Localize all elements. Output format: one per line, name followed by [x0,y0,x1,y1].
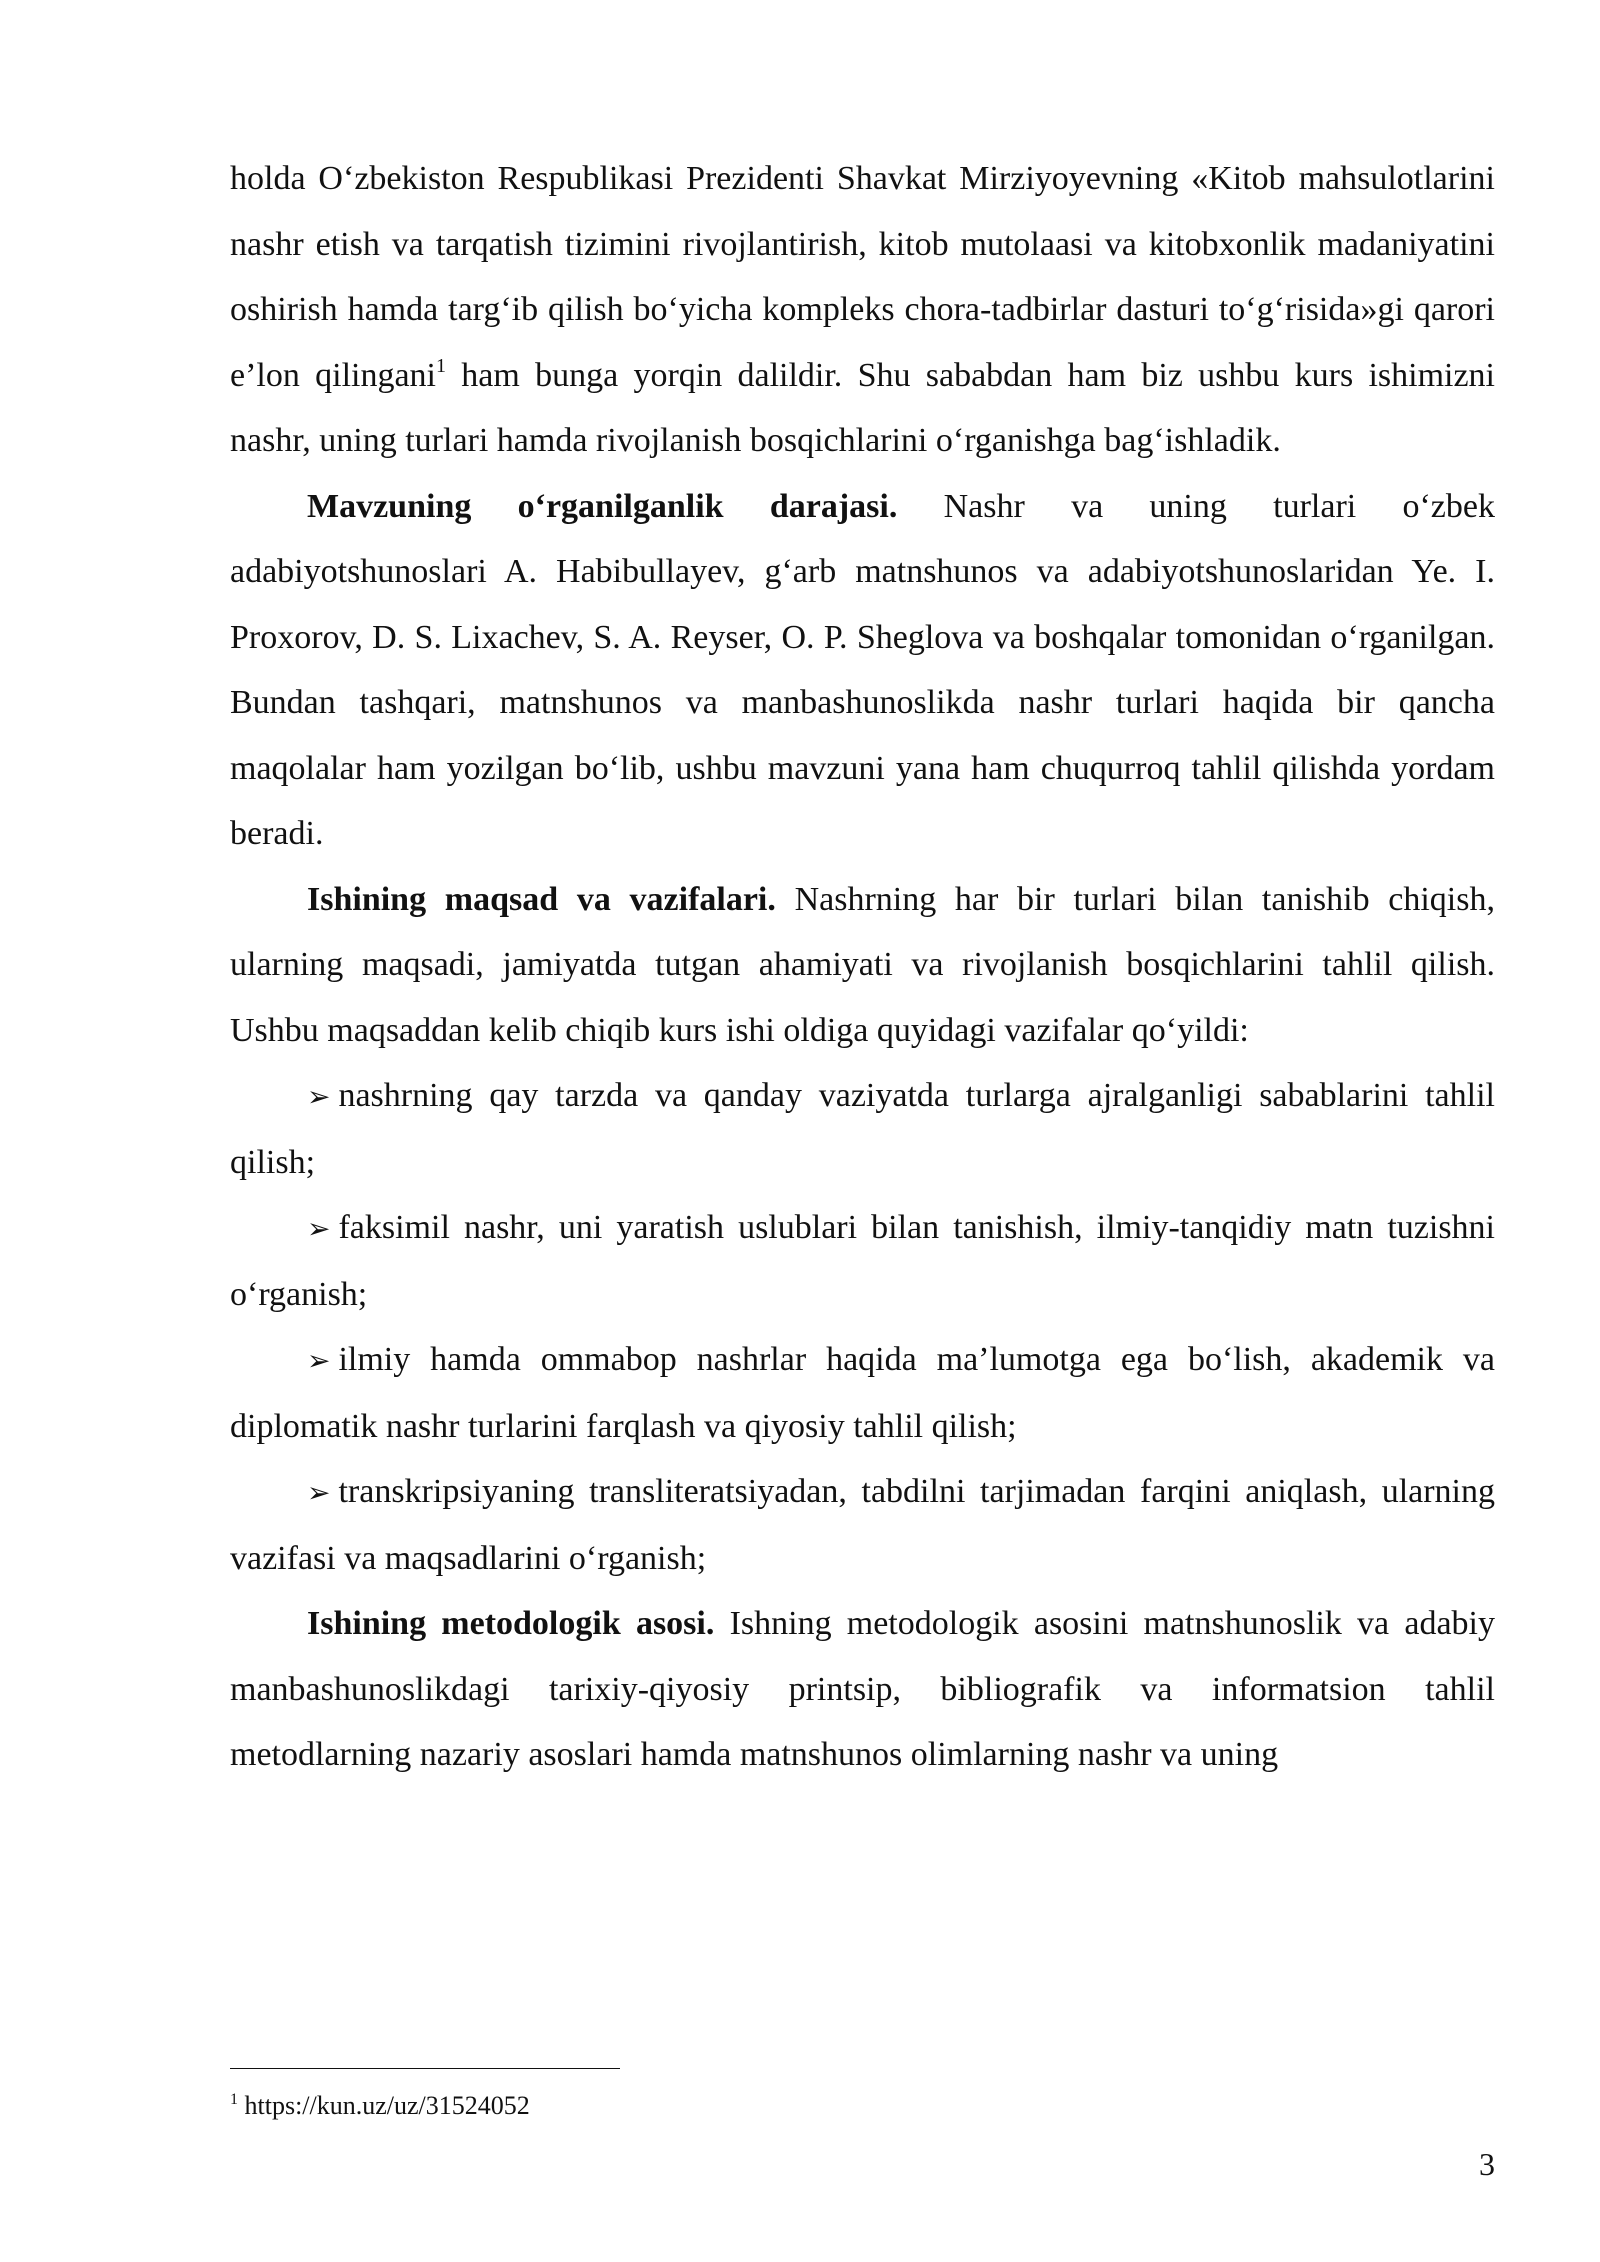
paragraph-text: holda O‘zbekiston Respublikasi Prezidenti Shavkat Mirziyoyevning «Kitob mahsulotlarini nashr etish va tarqatish tizimini rivojlantirish, kitob mutolaasi va kitobxonlik madaniyatini oshirish hamda targ‘ib qilish bo‘yicha kompleks chora-tadbirlar dasturi to‘g‘risida»gi qarori e’lon qilingani [230,160,1495,394]
section-heading: Ishining maqsad va vazifalari. [307,880,776,918]
page-number: 3 [1479,2146,1495,2182]
footnote-separator [230,2068,620,2069]
list-item-text: transkripsiyaning transliteratsiyadan, tabdilni tarjimadan farqini aniqlash, ularning vazifasi va maqsadlarini o‘rganish; [230,1473,1495,1577]
paragraph-text: Nashrning har bir turlari bilan tanishib chiqish, ularning maqsadi, jamiyatda tutgan ahamiyati va rivojlanish bosqichlarini tahlil qilish. Ushbu maqsaddan kelib chiqib kurs ishi oldiga quyidagi vazifalar qo‘yildi: [230,880,1495,1049]
paragraph-methodology [230,1591,1495,1788]
footnote-marker: 1 [230,2091,238,2108]
paragraph-intro [230,146,1495,474]
paragraph-research-degree [230,474,1495,867]
section-heading: Mavzuning o‘rganilganlik darajasi. [307,487,898,525]
list-item [230,1063,1495,1195]
arrow-bullet-icon: ➢ [307,1344,331,1377]
list-item [230,1327,1495,1459]
arrow-bullet-icon: ➢ [307,1212,331,1245]
paragraph-text: Nashr va uning turlari o‘zbek adabiyotshunoslari A. Habibullayev, g‘arb matnshunos va adabiyotshunoslaridan Ye. I. Proxorov, D. S. Lixachev, S. A. Reyser, O. P. Sheglova va boshqalar tomonidan o‘rganilgan. Bundan tashqari, matnshunos va manbashunoslikda nashr turlari haqida bir qancha maqolalar ham yozilgan bo‘lib, ushbu mavzuni yana ham chuqurroq tahlil qilishda yordam beradi. [230,487,1495,852]
arrow-bullet-icon: ➢ [307,1080,331,1113]
footnote-reference[interactable]: 1 [436,354,447,377]
body-text [230,146,1495,1788]
paragraph-text: Ishning metodologik asosini matnshunoslik va adabiy manbashunoslikdagi tarixiy-qiyosiy printsip, bibliografik va informatsion tahlil metodlarning nazariy asoslari hamda matnshunos olimlarning nashr va uning [230,1605,1495,1773]
list-item-text: faksimil nashr, uni yaratish uslublari bilan tanishish, ilmiy-tanqidiy matn tuzishni o‘rganish; [230,1209,1495,1313]
list-item [230,1459,1495,1591]
paragraph-goals [230,867,1495,1064]
section-heading: Ishining metodologik asosi. [307,1605,715,1642]
footnote [230,2090,530,2122]
list-item-text: ilmiy hamda ommabop nashrlar haqida ma’lumotga ega bo‘lish, akademik va diplomatik nashr turlarini farqlash va qiyosiy tahlil qilish; [230,1341,1495,1445]
paragraph-text: ham bunga yorqin dalildir. Shu sababdan ham biz ushbu kurs ishimizni nashr, uning turlari hamda rivojlanish bosqichlarini o‘rganishga bag‘ishladik. [230,356,1495,459]
list-item-text: nashrning qay tarzda va qanday vaziyatda turlarga ajralganligi sabablarini tahlil qilish; [230,1077,1495,1181]
arrow-bullet-icon: ➢ [307,1476,331,1509]
footnote-link[interactable]: https://kun.uz/uz/31524052 [244,2091,530,2120]
list-item [230,1195,1495,1327]
